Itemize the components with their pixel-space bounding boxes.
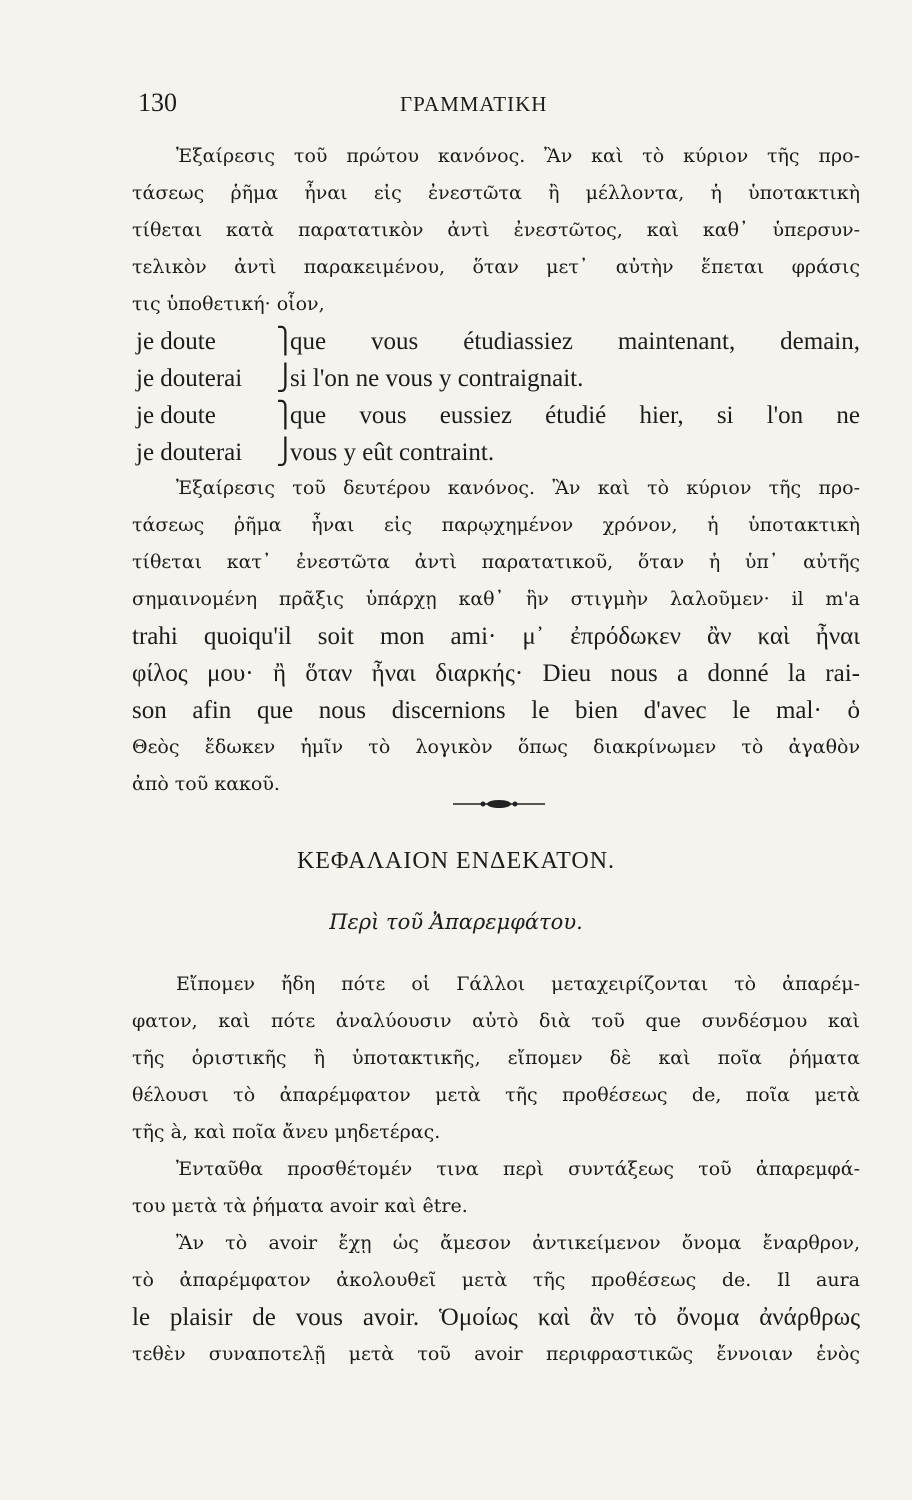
example-row bbox=[136, 434, 860, 471]
text-line: τεθὲν συναποτελῇ μετὰ τοῦ avoir περιφραστικῶς ἔννοιαν ἑνὸς bbox=[132, 1343, 860, 1365]
text-line: Ἐνταῦθα προσθέτομέν τινα περὶ συντάξεως τοῦ ἀπαρεμφά- bbox=[176, 1158, 860, 1180]
text-line: Ἂν τὸ avoir ἔχῃ ὡς ἄμεσον ἀντικείμενον ὄνομα ἔναρθρον, bbox=[176, 1232, 860, 1254]
text-line: φίλος μου· ἢ ὅταν ἦναι διαρκής· Dieu nous a donné la rai- bbox=[132, 660, 860, 687]
text-line: τῆς ὁριστικῆς ἢ ὑποτακτικῆς, εἴπομεν δὲ καὶ ποῖα ῥήματα bbox=[132, 1047, 860, 1069]
chapter-title: ΚΕΦΑΛΑΙΟΝ ΕΝΔΕΚΑΤΟΝ. bbox=[296, 848, 616, 874]
example-clause: si l'on ne vous y contraignait. bbox=[290, 365, 584, 392]
example-verb: je douterai bbox=[136, 439, 243, 466]
text-line: Ἐξαίρεσις τοῦ πρώτου κανόνος. Ἂν καὶ τὸ κύριον τῆς προ- bbox=[176, 145, 860, 167]
conjugation-examples bbox=[136, 323, 860, 471]
text-line: τάσεως ῥῆμα ἦναι εἰς παρῳχημένον χρόνον, ἡ ὑποτακτικὴ bbox=[132, 514, 860, 536]
page-header bbox=[138, 84, 868, 124]
text-line: τίθεται κατὰ παρατατικὸν ἀντὶ ἐνεστῶτος, καὶ καθ᾽ ὑπερσυν- bbox=[132, 219, 860, 241]
example-verb: je doute bbox=[136, 402, 216, 429]
page-number: 130 bbox=[138, 88, 177, 117]
example-clause: que vous eussiez étudié hier, si l'on ne bbox=[290, 402, 860, 429]
brace-icon: ⎭ bbox=[276, 365, 295, 392]
example-row bbox=[136, 397, 860, 434]
text-line: τάσεως ῥῆμα ἦναι εἰς ἐνεστῶτα ἢ μέλλοντα, ἡ ὑποτακτικὴ bbox=[132, 182, 860, 204]
text-line: ἀπὸ τοῦ κακοῦ. bbox=[132, 773, 280, 795]
text-line: σημαινομένη πρᾶξις ὑπάρχῃ καθ᾽ ἣν στιγμὴν λαλοῦμεν· il m'a bbox=[132, 588, 860, 610]
example-verb: je douterai bbox=[136, 365, 243, 392]
text-line: τελικὸν ἀντὶ παρακειμένου, ὅταν μετ᾽ αὐτὴν ἕπεται φράσις bbox=[132, 256, 860, 278]
ornament-divider-icon bbox=[453, 795, 545, 813]
text-line: τις ὑποθετική· οἷον, bbox=[132, 293, 325, 315]
text-line: τίθεται κατ᾽ ἐνεστῶτα ἀντὶ παρατατικοῦ, ὅταν ἡ ὑπ᾽ αὐτῆς bbox=[132, 551, 860, 573]
text-line: του μετὰ τὰ ῥήματα avoir καὶ être. bbox=[132, 1195, 468, 1217]
text-line: θέλουσι τὸ ἀπαρέμφατον μετὰ τῆς προθέσεως de, ποῖα μετὰ bbox=[132, 1084, 860, 1106]
example-verb: je doute bbox=[136, 328, 216, 355]
running-title: ΓΡΑΜΜΑΤΙΚΗ bbox=[400, 92, 548, 116]
infinitive-section bbox=[132, 966, 860, 1373]
text-line: φατον, καὶ πότε ἀναλύουσιν αὐτὸ διὰ τοῦ que συνδέσμου καὶ bbox=[132, 1010, 860, 1032]
section-title: Περὶ τοῦ Ἀπαρεμφάτου. bbox=[329, 910, 583, 934]
text-line: trahi quoiqu'il soit mon ami· μ᾽ ἐπρόδωκεν ἂν καὶ ἦναι bbox=[132, 623, 860, 650]
example-row bbox=[136, 323, 860, 360]
brace-icon: ⎫ bbox=[276, 402, 295, 429]
brace-icon: ⎫ bbox=[276, 328, 295, 355]
example-row bbox=[136, 360, 860, 397]
text-line: τῆς à, καὶ ποῖα ἄνευ μηδετέρας. bbox=[132, 1121, 441, 1143]
text-line: Εἴπομεν ἤδη πότε οἱ Γάλλοι μεταχειρίζονται τὸ ἀπαρέμ- bbox=[176, 973, 860, 995]
text-line: τὸ ἀπαρέμφατον ἀκολουθεῖ μετὰ τῆς προθέσεως de. Il aura bbox=[132, 1269, 860, 1291]
text-line: le plaisir de vous avoir. Ὁμοίως καὶ ἂν τὸ ὄνομα ἀνάρθρως bbox=[132, 1304, 860, 1331]
text-line: Θεὸς ἔδωκεν ἡμῖν τὸ λογικὸν ὅπως διακρίνωμεν τὸ ἀγαθὸν bbox=[132, 736, 860, 758]
example-clause: que vous étudiassiez maintenant, demain, bbox=[290, 328, 860, 355]
example-clause: vous y eût contraint. bbox=[290, 439, 495, 466]
brace-icon: ⎭ bbox=[276, 439, 295, 466]
exception-first-rule bbox=[132, 138, 860, 323]
text-line: Ἐξαίρεσις τοῦ δευτέρου κανόνος. Ἂν καὶ τὸ κύριον τῆς προ- bbox=[176, 477, 860, 499]
text-line: son afin que nous discernions le bien d'avec le mal· ὁ bbox=[132, 697, 860, 724]
exception-second-rule bbox=[132, 470, 860, 803]
